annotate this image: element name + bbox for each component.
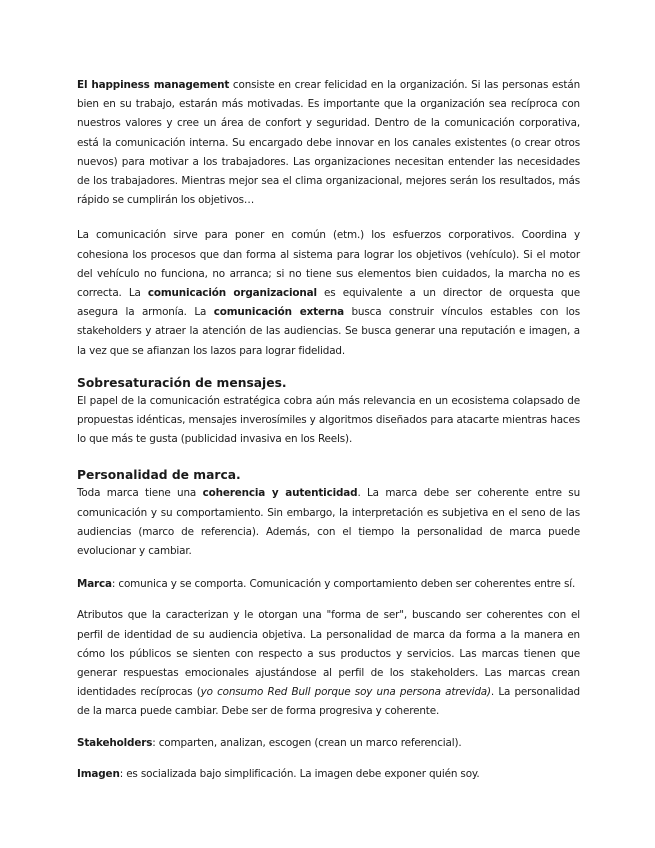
bold-term: Stakeholders (77, 736, 153, 749)
paragraph-atributos (77, 606, 580, 721)
bold-term: comunicación organizacional (147, 287, 317, 300)
document-page (77, 76, 580, 784)
paragraph-text: busca construir vínculos estables con los stakeholders y atraer la atención de las audiencias. Se busca generar una reputación e imagen, a la vez que se afianzan los lazos para lograr fidelidad. (77, 306, 580, 357)
bold-term: comunicación externa (213, 306, 344, 319)
paragraph-text: es equivalente a un director de orquesta que asegura la armonía. La (77, 287, 580, 319)
paragraph-text: El papel de la comunicación estratégica cobra aún más relevancia en un ecosistema colapsado de propuestas idénticas, mensajes inverosímiles y algoritmos diseñados para atacarte mientras haces lo que más te gusta (publicidad invasiva en los Reels). (77, 394, 580, 446)
paragraph-sobresaturacion (77, 392, 580, 450)
paragraph-text: Toda marca tiene una (77, 487, 203, 500)
paragraph-text: La comunicación sirve para poner en común (etm.) los esfuerzos corporativos. Coordina y cohesiona los procesos que dan forma al sistema para lograr los objetivos (vehículo). Si el motor del vehículo no funciona, no arranca; si no tiene sus elementos bien cuidados, la marcha no es correcta. La (77, 229, 580, 300)
bold-term: Marca (77, 578, 112, 591)
paragraph-stakeholders (77, 734, 580, 753)
heading-personalidad-marca: Personalidad de marca. (77, 468, 241, 483)
bold-term: El happiness management (77, 79, 230, 91)
paragraph-text: . La personalidad de la marca puede cambiar. Debe ser de forma progresiva y coherente. (77, 686, 580, 718)
paragraph-marca (77, 575, 580, 594)
paragraph-text: consiste en crear felicidad en la organización. Si las personas están bien en su trabajo, estarán más motivadas. Es importante que la organización sea recíproca con nuestros valores y cree un área de confort y seguridad. Dentro de la comunicación corporativa, está la comunicación interna. Su encargado debe innovar en los canales existentes (o crear otros nuevos) para motivar a los trabajadores. Las organizaciones necesitan entender las necesidades de los trabajadores. Mientras mejor sea el clima organizacional, mejores serán los resultados, más rápido se cumplirán los objetivos… (77, 79, 581, 207)
paragraph-text: . La marca debe ser coherente entre su comunicación y su comportamiento. Sin embargo, la interpretación es subjetiva en el seno de las audiencias (marco de referencia). Además, con el tiempo la personalidad de marca puede evolucionar y cambiar. (77, 487, 581, 558)
paragraph-text: : comparten, analizan, escogen (crean un marco referencial). (152, 736, 462, 749)
paragraph-imagen (77, 765, 580, 784)
bold-term: coherencia y autenticidad (202, 487, 358, 500)
paragraph-text: Atributos que la caracterizan y le otorgan una "forma de ser", buscando ser coherentes con el perfil de identidad de su audiencia objetiva. La personalidad de marca da forma a la manera en cómo los públicos se sienten con respecto a sus productos y servicios. Las marcas tienen que generar respuestas emocionales ajustándose al perfil de los stakeholders. Las marcas crean identidades recíprocas ( (77, 609, 580, 699)
paragraph-text: : comunica y se comporta. Comunicación y comportamiento deben ser coherentes entre sí. (111, 578, 576, 591)
paragraph-comunicacion (77, 226, 580, 360)
heading-sobresaturacion: Sobresaturación de mensajes. (77, 375, 287, 390)
italic-example: yo consumo Red Bull porque soy una persona atrevida) (200, 686, 491, 699)
paragraph-personalidad (77, 484, 580, 561)
bold-term: Imagen (77, 767, 120, 780)
paragraph-text: : es socializada bajo simplificación. La imagen debe exponer quién soy. (119, 767, 480, 780)
paragraph-happiness-management (77, 76, 580, 210)
